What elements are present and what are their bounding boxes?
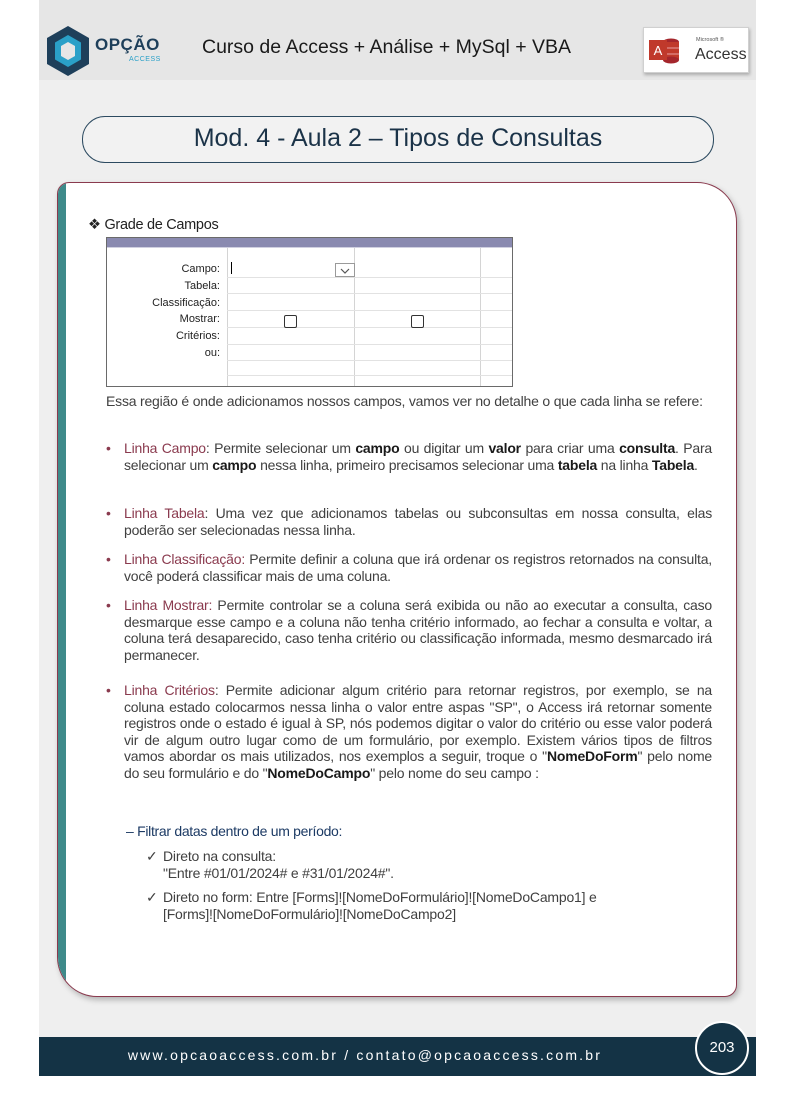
bullet-dot: •	[106, 551, 111, 567]
grid-row-divider	[227, 277, 512, 278]
access-icon	[649, 35, 679, 65]
intro-paragraph: Essa região é onde adicionamos nossos campos, vamos ver no detalhe o que cada linha se refere:	[106, 393, 703, 409]
diamond-bullet-icon: ❖	[88, 217, 101, 233]
logo-subtitle: ACCESS	[129, 56, 161, 63]
checkmark-icon: ✓	[146, 848, 158, 864]
lesson-title: Mod. 4 - Aula 2 – Tipos de Consultas	[193, 124, 603, 152]
grid-row-divider	[227, 310, 512, 311]
page-number: 203	[695, 1021, 749, 1075]
mostrar-checkbox-1[interactable]	[284, 315, 297, 328]
mostrar-checkbox-2[interactable]	[411, 315, 424, 328]
microsoft-access-logo	[643, 27, 749, 73]
grid-label-mostrar: Mostrar:	[179, 313, 220, 325]
card-accent-bar	[58, 183, 66, 996]
grid-label-campo: Campo:	[181, 263, 220, 275]
grid-row-divider	[227, 327, 512, 328]
bullet-linha-tabela: • Linha Tabela: Uma vez que adicionamos tabelas ou subconsultas em nossa consulta, elas poderão ser selecionadas nessa linha.	[106, 505, 712, 538]
access-logo-vendor: Microsoft ®	[696, 37, 724, 43]
grid-row-divider	[227, 375, 512, 376]
footer-contact: www.opcaoaccess.com.br / contato@opcaoaccess.com.br	[127, 1047, 603, 1063]
bullet-linha-classificacao: • Linha Classificação: Permite definir a coluna que irá ordenar os registros retornados na consulta, você poderá classificar mais de uma coluna.	[106, 551, 712, 584]
opcao-access-logo	[45, 25, 185, 77]
grid-label-criterios: Critérios:	[175, 330, 220, 342]
logo-brand: OPÇÃO	[95, 35, 160, 54]
course-title: Curso de Access + Análise + MySql + VBA	[202, 36, 572, 58]
section-title-text: Grade de Campos	[104, 217, 219, 233]
bullet-linha-mostrar: • Linha Mostrar: Permite controlar se a coluna será exibida ou não ao executar a consulta, caso desmarque esse campo e a coluna não tenha critério informado, ao fechar a consulta e voltar, a coluna terá desaparecido, caso tenha critério ou classificação informada, mesmo desmarcado irá permanecer.	[106, 597, 712, 663]
bullet-dot: •	[106, 682, 111, 698]
grid-row-divider	[227, 344, 512, 345]
page-footer	[39, 1037, 756, 1076]
access-logo-name: Access	[695, 46, 747, 63]
query-design-grid	[106, 237, 513, 387]
lesson-title-banner	[82, 116, 714, 163]
grid-column-divider	[480, 248, 481, 386]
bullet-linha-criterios: • Linha Critérios: Permite adicionar algum critério para retornar registros, por exemplo, se na coluna estado colocarmos nessa linha o valor entre aspas "SP", o Access irá retornar somente registros onde o estado é igual à SP, nós podemos digitar o valor do critério ou esse valor poderá vir de algum outro lugar como de um formulário, por exemplo. Existem vários tipos de filtros vamos abordar os mais utilizados, nos exemplos a seguir, troque o "NomeDoForm" pelo nome do seu formulário e do "NomeDoCampo" pelo nome do seu campo :	[106, 682, 713, 781]
grid-row-divider	[227, 293, 512, 294]
access-icon-letter: A	[653, 43, 663, 58]
page-header	[39, 0, 756, 80]
hexagon-logo-icon	[45, 25, 91, 77]
text-cursor	[231, 262, 232, 274]
bullet-dot: •	[106, 597, 111, 613]
section-title	[88, 217, 218, 233]
bullet-dot: •	[106, 505, 111, 521]
bullet-dot: •	[106, 440, 111, 456]
grid-row-divider	[227, 360, 512, 361]
grid-label-classificacao: Classificação:	[152, 297, 220, 309]
bullet-linha-campo: • Linha Campo: Permite selecionar um campo ou digitar um valor para criar uma consulta. Para selecionar um campo nessa linha, primeiro precisamos selecionar uma tabela na linha Tabela.	[106, 440, 713, 473]
check-item-form: ✓ Direto no form: Entre [Forms]![NomeDoFormulário]![NomeDoCampo1] e [Forms]![NomeDoFormulário]![NomeDoCampo2]	[146, 889, 597, 922]
check-item-consulta: ✓ Direto na consulta: "Entre #01/01/2024# e #31/01/2024#".	[146, 848, 394, 881]
chevron-down-icon	[336, 265, 354, 277]
campo-dropdown-button[interactable]	[335, 263, 355, 277]
grid-label-ou: ou:	[204, 347, 220, 359]
grid-label-tabela: Tabela:	[184, 280, 220, 292]
grid-column-divider	[227, 248, 228, 386]
checkmark-icon: ✓	[146, 889, 158, 905]
grid-header-bar	[107, 238, 512, 248]
subheading-filtrar-datas: – Filtrar datas dentro de um período:	[126, 823, 343, 839]
